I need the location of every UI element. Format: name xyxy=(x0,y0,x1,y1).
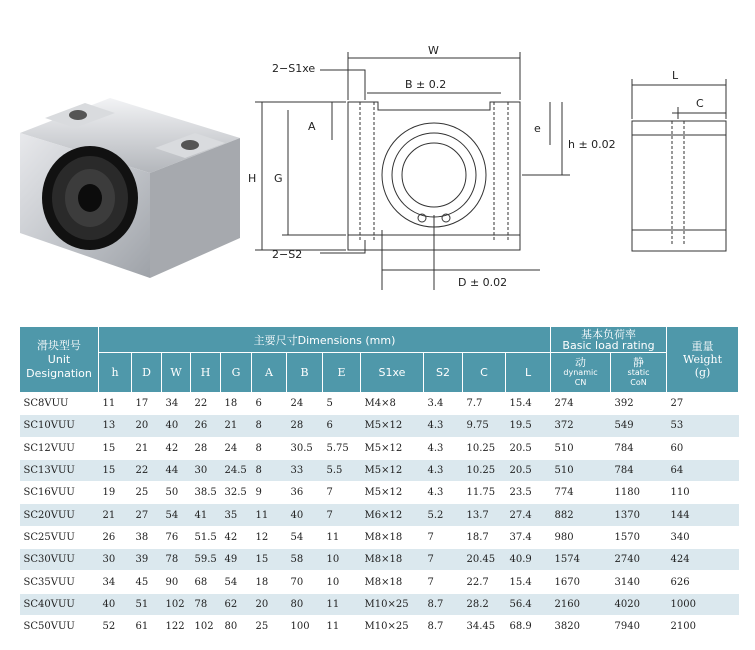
value-cell: 80 xyxy=(221,615,252,637)
value-cell: 11 xyxy=(323,526,361,548)
model-cell: SC25VUU xyxy=(20,526,99,548)
label-B: B ± 0.2 xyxy=(405,78,447,91)
model-cell: SC10VUU xyxy=(20,415,99,437)
value-cell: 1670 xyxy=(551,571,611,593)
value-cell: 35 xyxy=(221,504,252,526)
value-cell: M10×25 xyxy=(361,615,424,637)
value-cell: 2740 xyxy=(611,549,667,571)
value-cell: 424 xyxy=(667,549,739,571)
value-cell: 784 xyxy=(611,459,667,481)
value-cell: 10.25 xyxy=(463,437,506,459)
value-cell: 76 xyxy=(162,526,191,548)
col-header-dynamic: 动 dynamic CN xyxy=(551,353,611,393)
label-h: h ± 0.02 xyxy=(568,138,616,151)
value-cell: 18 xyxy=(252,571,287,593)
value-cell: 24 xyxy=(221,437,252,459)
value-cell: 54 xyxy=(287,526,323,548)
label-S1xe: 2−S1xe xyxy=(272,62,316,75)
value-cell: 10 xyxy=(323,571,361,593)
front-view-drawing xyxy=(240,40,620,340)
table-row xyxy=(20,549,739,571)
value-cell: 51.5 xyxy=(191,526,221,548)
value-cell: 59.5 xyxy=(191,549,221,571)
value-cell: 28 xyxy=(287,415,323,437)
value-cell: 49 xyxy=(221,549,252,571)
value-cell: 8 xyxy=(252,437,287,459)
value-cell: 8 xyxy=(252,459,287,481)
unit-designation-header: 滑块型号 Unit Designation xyxy=(20,327,99,393)
value-cell: M4×8 xyxy=(361,393,424,415)
value-cell: 23.5 xyxy=(506,482,551,504)
value-cell: 32.5 xyxy=(221,482,252,504)
value-cell: 78 xyxy=(191,593,221,615)
value-cell: 774 xyxy=(551,482,611,504)
value-cell: 8.7 xyxy=(424,615,463,637)
value-cell: 61 xyxy=(132,615,162,637)
value-cell: 11 xyxy=(323,615,361,637)
value-cell: 20 xyxy=(252,593,287,615)
value-cell: 7 xyxy=(424,549,463,571)
value-cell: 392 xyxy=(611,393,667,415)
value-cell: 27 xyxy=(132,504,162,526)
col-header-B: B xyxy=(287,353,323,393)
value-cell: 15.4 xyxy=(506,571,551,593)
value-cell: 15.4 xyxy=(506,393,551,415)
label-S2: 2−S2 xyxy=(272,248,303,261)
value-cell: 64 xyxy=(667,459,739,481)
value-cell: 6 xyxy=(323,415,361,437)
model-cell: SC12VUU xyxy=(20,437,99,459)
value-cell: 5.75 xyxy=(323,437,361,459)
value-cell: 70 xyxy=(287,571,323,593)
value-cell: 1574 xyxy=(551,549,611,571)
value-cell: 882 xyxy=(551,504,611,526)
value-cell: 7 xyxy=(424,526,463,548)
col-header-H: H xyxy=(191,353,221,393)
value-cell: 7 xyxy=(424,571,463,593)
col-header-S1xe: S1xe xyxy=(361,353,424,393)
col-header-L: L xyxy=(506,353,551,393)
col-header-static: 静 static CoN xyxy=(611,353,667,393)
value-cell: 1370 xyxy=(611,504,667,526)
value-cell: 80 xyxy=(287,593,323,615)
value-cell: 7940 xyxy=(611,615,667,637)
value-cell: 549 xyxy=(611,415,667,437)
table-row xyxy=(20,459,739,481)
spec-table xyxy=(19,326,739,638)
value-cell: 19.5 xyxy=(506,415,551,437)
value-cell: 7 xyxy=(323,482,361,504)
table-row xyxy=(20,482,739,504)
value-cell: 980 xyxy=(551,526,611,548)
value-cell: 18.7 xyxy=(463,526,506,548)
value-cell: 4.3 xyxy=(424,437,463,459)
label-H: H xyxy=(248,172,257,185)
value-cell: M8×18 xyxy=(361,571,424,593)
value-cell: M10×25 xyxy=(361,593,424,615)
value-cell: 22 xyxy=(132,459,162,481)
value-cell: 21 xyxy=(99,504,132,526)
value-cell: 24 xyxy=(287,393,323,415)
value-cell: 11.75 xyxy=(463,482,506,504)
value-cell: 4.3 xyxy=(424,415,463,437)
value-cell: 510 xyxy=(551,459,611,481)
value-cell: 5.2 xyxy=(424,504,463,526)
value-cell: 54 xyxy=(162,504,191,526)
value-cell: 21 xyxy=(132,437,162,459)
value-cell: 144 xyxy=(667,504,739,526)
col-header-W: W xyxy=(162,353,191,393)
value-cell: 20.45 xyxy=(463,549,506,571)
value-cell: 372 xyxy=(551,415,611,437)
load-rating-header: 基本负荷率 Basic load rating xyxy=(551,327,667,353)
value-cell: 38 xyxy=(132,526,162,548)
value-cell: 2160 xyxy=(551,593,611,615)
value-cell: 11 xyxy=(323,593,361,615)
model-cell: SC20VUU xyxy=(20,504,99,526)
value-cell: 60 xyxy=(667,437,739,459)
value-cell: 36 xyxy=(287,482,323,504)
value-cell: 110 xyxy=(667,482,739,504)
value-cell: 24.5 xyxy=(221,459,252,481)
value-cell: 3.4 xyxy=(424,393,463,415)
value-cell: 39 xyxy=(132,549,162,571)
col-header-D: D xyxy=(132,353,162,393)
col-header-h: h xyxy=(99,353,132,393)
value-cell: 37.4 xyxy=(506,526,551,548)
value-cell: 1000 xyxy=(667,593,739,615)
value-cell: 122 xyxy=(162,615,191,637)
value-cell: 1570 xyxy=(611,526,667,548)
value-cell: 274 xyxy=(551,393,611,415)
value-cell: 53 xyxy=(667,415,739,437)
value-cell: 28.2 xyxy=(463,593,506,615)
value-cell: 15 xyxy=(99,437,132,459)
value-cell: 6 xyxy=(252,393,287,415)
value-cell: 56.4 xyxy=(506,593,551,615)
value-cell: 11 xyxy=(99,393,132,415)
value-cell: 19 xyxy=(99,482,132,504)
value-cell: 15 xyxy=(252,549,287,571)
value-cell: 27.4 xyxy=(506,504,551,526)
product-photo xyxy=(15,88,255,288)
label-W: W xyxy=(428,44,439,57)
col-header-G: G xyxy=(221,353,252,393)
label-G: G xyxy=(274,172,283,185)
value-cell: 20.5 xyxy=(506,437,551,459)
table-row xyxy=(20,415,739,437)
model-cell: SC40VUU xyxy=(20,593,99,615)
table-row xyxy=(20,593,739,615)
value-cell: 52 xyxy=(99,615,132,637)
table-row xyxy=(20,393,739,415)
value-cell: 41 xyxy=(191,504,221,526)
value-cell: M5×12 xyxy=(361,459,424,481)
side-view-drawing xyxy=(620,55,740,285)
value-cell: 54 xyxy=(221,571,252,593)
value-cell: 22 xyxy=(191,393,221,415)
model-cell: SC50VUU xyxy=(20,615,99,637)
value-cell: 42 xyxy=(221,526,252,548)
value-cell: 3820 xyxy=(551,615,611,637)
value-cell: 38.5 xyxy=(191,482,221,504)
value-cell: 784 xyxy=(611,437,667,459)
value-cell: M6×12 xyxy=(361,504,424,526)
value-cell: 7 xyxy=(323,504,361,526)
value-cell: 26 xyxy=(191,415,221,437)
label-e: e xyxy=(534,122,541,135)
value-cell: M5×12 xyxy=(361,437,424,459)
value-cell: 21 xyxy=(221,415,252,437)
label-A: A xyxy=(308,120,316,133)
value-cell: 9.75 xyxy=(463,415,506,437)
table-row xyxy=(20,571,739,593)
value-cell: 30 xyxy=(99,549,132,571)
table-row xyxy=(20,437,739,459)
value-cell: 40.9 xyxy=(506,549,551,571)
value-cell: M5×12 xyxy=(361,482,424,504)
value-cell: 340 xyxy=(667,526,739,548)
value-cell: 34 xyxy=(162,393,191,415)
value-cell: 78 xyxy=(162,549,191,571)
table-row xyxy=(20,615,739,637)
value-cell: 4.3 xyxy=(424,482,463,504)
label-C: C xyxy=(696,97,704,110)
label-L: L xyxy=(672,69,679,82)
value-cell: 68 xyxy=(191,571,221,593)
drawings-area xyxy=(0,0,755,320)
value-cell: 42 xyxy=(162,437,191,459)
value-cell: 68.9 xyxy=(506,615,551,637)
value-cell: 25 xyxy=(252,615,287,637)
model-cell: SC8VUU xyxy=(20,393,99,415)
value-cell: 30.5 xyxy=(287,437,323,459)
model-cell: SC35VUU xyxy=(20,571,99,593)
value-cell: 5 xyxy=(323,393,361,415)
value-cell: 62 xyxy=(221,593,252,615)
value-cell: 20 xyxy=(132,415,162,437)
value-cell: 10.25 xyxy=(463,459,506,481)
dimensions-header: 主要尺寸Dimensions (mm) xyxy=(99,327,551,353)
value-cell: 100 xyxy=(287,615,323,637)
value-cell: 10 xyxy=(323,549,361,571)
value-cell: M8×18 xyxy=(361,549,424,571)
value-cell: 22.7 xyxy=(463,571,506,593)
value-cell: 102 xyxy=(162,593,191,615)
value-cell: 34.45 xyxy=(463,615,506,637)
value-cell: 8 xyxy=(252,415,287,437)
value-cell: 45 xyxy=(132,571,162,593)
value-cell: 102 xyxy=(191,615,221,637)
value-cell: 15 xyxy=(99,459,132,481)
value-cell: 50 xyxy=(162,482,191,504)
table-row xyxy=(20,526,739,548)
value-cell: 26 xyxy=(99,526,132,548)
col-header-S2: S2 xyxy=(424,353,463,393)
value-cell: 5.5 xyxy=(323,459,361,481)
table-row xyxy=(20,504,739,526)
model-cell: SC16VUU xyxy=(20,482,99,504)
value-cell: 510 xyxy=(551,437,611,459)
value-cell: 17 xyxy=(132,393,162,415)
col-header-E: E xyxy=(323,353,361,393)
value-cell: 33 xyxy=(287,459,323,481)
value-cell: 13.7 xyxy=(463,504,506,526)
value-cell: 1180 xyxy=(611,482,667,504)
value-cell: 626 xyxy=(667,571,739,593)
value-cell: 27 xyxy=(667,393,739,415)
value-cell: 51 xyxy=(132,593,162,615)
value-cell: 34 xyxy=(99,571,132,593)
value-cell: 44 xyxy=(162,459,191,481)
value-cell: 58 xyxy=(287,549,323,571)
label-D: D ± 0.02 xyxy=(458,276,508,289)
column-header-row xyxy=(20,353,739,393)
model-cell: SC30VUU xyxy=(20,549,99,571)
value-cell: 3140 xyxy=(611,571,667,593)
value-cell: 28 xyxy=(191,437,221,459)
value-cell: M8×18 xyxy=(361,526,424,548)
value-cell: 4020 xyxy=(611,593,667,615)
value-cell: 7.7 xyxy=(463,393,506,415)
value-cell: 25 xyxy=(132,482,162,504)
value-cell: 40 xyxy=(162,415,191,437)
value-cell: 18 xyxy=(221,393,252,415)
value-cell: M5×12 xyxy=(361,415,424,437)
value-cell: 9 xyxy=(252,482,287,504)
value-cell: 40 xyxy=(99,593,132,615)
value-cell: 13 xyxy=(99,415,132,437)
value-cell: 90 xyxy=(162,571,191,593)
value-cell: 4.3 xyxy=(424,459,463,481)
table-body xyxy=(20,393,739,638)
model-cell: SC13VUU xyxy=(20,459,99,481)
value-cell: 11 xyxy=(252,504,287,526)
value-cell: 20.5 xyxy=(506,459,551,481)
weight-header: 重量 Weight (g) xyxy=(667,327,739,393)
value-cell: 2100 xyxy=(667,615,739,637)
col-header-C: C xyxy=(463,353,506,393)
value-cell: 12 xyxy=(252,526,287,548)
value-cell: 8.7 xyxy=(424,593,463,615)
value-cell: 40 xyxy=(287,504,323,526)
value-cell: 30 xyxy=(191,459,221,481)
col-header-A: A xyxy=(252,353,287,393)
